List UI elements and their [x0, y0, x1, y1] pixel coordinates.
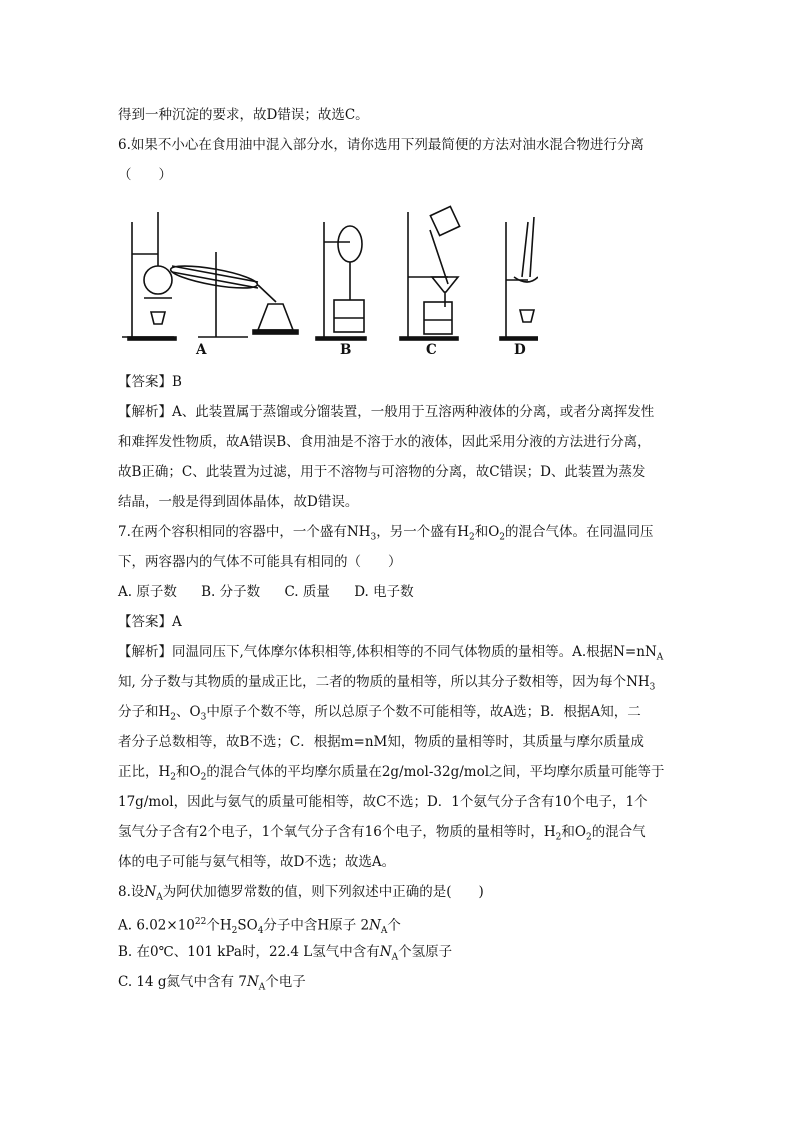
explanation-6-line: 故B正确；C、此装置为过滤，用于不溶物与可溶物的分离，故C错误；D、此装置为蒸发	[118, 464, 646, 480]
explanation-7-line: 【解析】同温同压下,气体摩尔体积相等,体积相等的不同气体物质的量相等。A.根据$N=nN_A$	[118, 644, 664, 663]
explanation-7-line: 分子和$H_2$、$O_3$中原子个数不等，所以总原子个数不可能相等，故A选；B．根据A知，二	[118, 704, 641, 723]
explanation-7-line: 知, 分子数与其物质的量成正比，二者的物质的量相等，所以其分子数相等，因为每个$NH_3$	[118, 674, 656, 693]
explanation-6-line: 结晶，一般是得到固体晶体，故D错误。	[118, 494, 359, 510]
question-6: 6.如果不小心在食用油中混入部分水，请你选用下列最简便的方法对油水混合物进行分离	[118, 137, 644, 153]
option-d: D. 电子数	[354, 584, 414, 600]
explanation-7-line: 体的电子可能与氨气相等，故D不选；故选A。	[118, 854, 396, 870]
explanation-6-line: 和难挥发性物质，故A错误B、食用油是不溶于水的液体，因此采用分液的方法进行分离，	[118, 434, 651, 450]
figure-label-a: A	[196, 342, 207, 358]
explanation-6-line: 【解析】A、此装置属于蒸馏或分馏装置，一般用于互溶两种液体的分离，或者分离挥发性	[118, 404, 655, 420]
text-line: 得到一种沉淀的要求，故D错误；故选C。	[118, 107, 369, 123]
explanation-7-line: 17g/mol，因此与氨气的质量可能相等，故C不选；D．1个氨气分子含有10个电子，1个	[118, 794, 648, 810]
question-8-option-c: C. 14 g氮气中含有 $7N_A$个电子	[118, 974, 306, 993]
question-7-line: 下，两容器内的气体不可能具有相同的（ ）	[118, 554, 402, 570]
explanation-7-line: 氢气分子含有2个电子，1个氧气分子含有16个电子，物质的量相等时，$H_2$和$O_2$的混合气	[118, 824, 646, 843]
figure-label-d: D	[514, 342, 526, 358]
question-7: 7.在两个容积相同的容器中，一个盛有$NH_3$，另一个盛有$H_2$和$O_2$的混合气体。在同温同压	[118, 524, 654, 543]
option-b: B. 分子数	[201, 584, 261, 600]
question-7-options	[118, 577, 678, 607]
figure-label-c: C	[426, 342, 437, 358]
figure-label-b: B	[340, 342, 352, 358]
option-a: A. 原子数	[118, 584, 177, 600]
question-8: 8.设$N_A$为阿伏加德罗常数的值，则下列叙述中正确的是( )	[118, 884, 484, 903]
question-8-option-b: B. 在0℃、101 kPa时，22.4 L氢气中含有$N_A$个氢原子	[118, 944, 453, 963]
question-6-bracket: （ ）	[118, 167, 172, 183]
option-c: C. 质量	[284, 584, 330, 600]
apparatus-figure	[118, 192, 678, 367]
lab-apparatus-drawing	[118, 192, 538, 367]
explanation-7-line: 正比，$H_2$和$O_2$的混合气体的平均摩尔质量在2g/mol-32g/mol之间，平均摩尔质量可能等于	[118, 764, 665, 783]
document-page	[118, 100, 678, 997]
question-8-option-a: A. $6.02\times 10^{22}$个$H_2SO_4$分子中含H原子 $2N_A$个	[118, 917, 401, 937]
answer-6: 【答案】B	[118, 374, 182, 390]
explanation-7-line: 者分子总数相等，故B不选；C．根据m=nM知，物质的量相等时，其质量与摩尔质量成	[118, 734, 644, 750]
answer-7: 【答案】A	[118, 614, 182, 630]
